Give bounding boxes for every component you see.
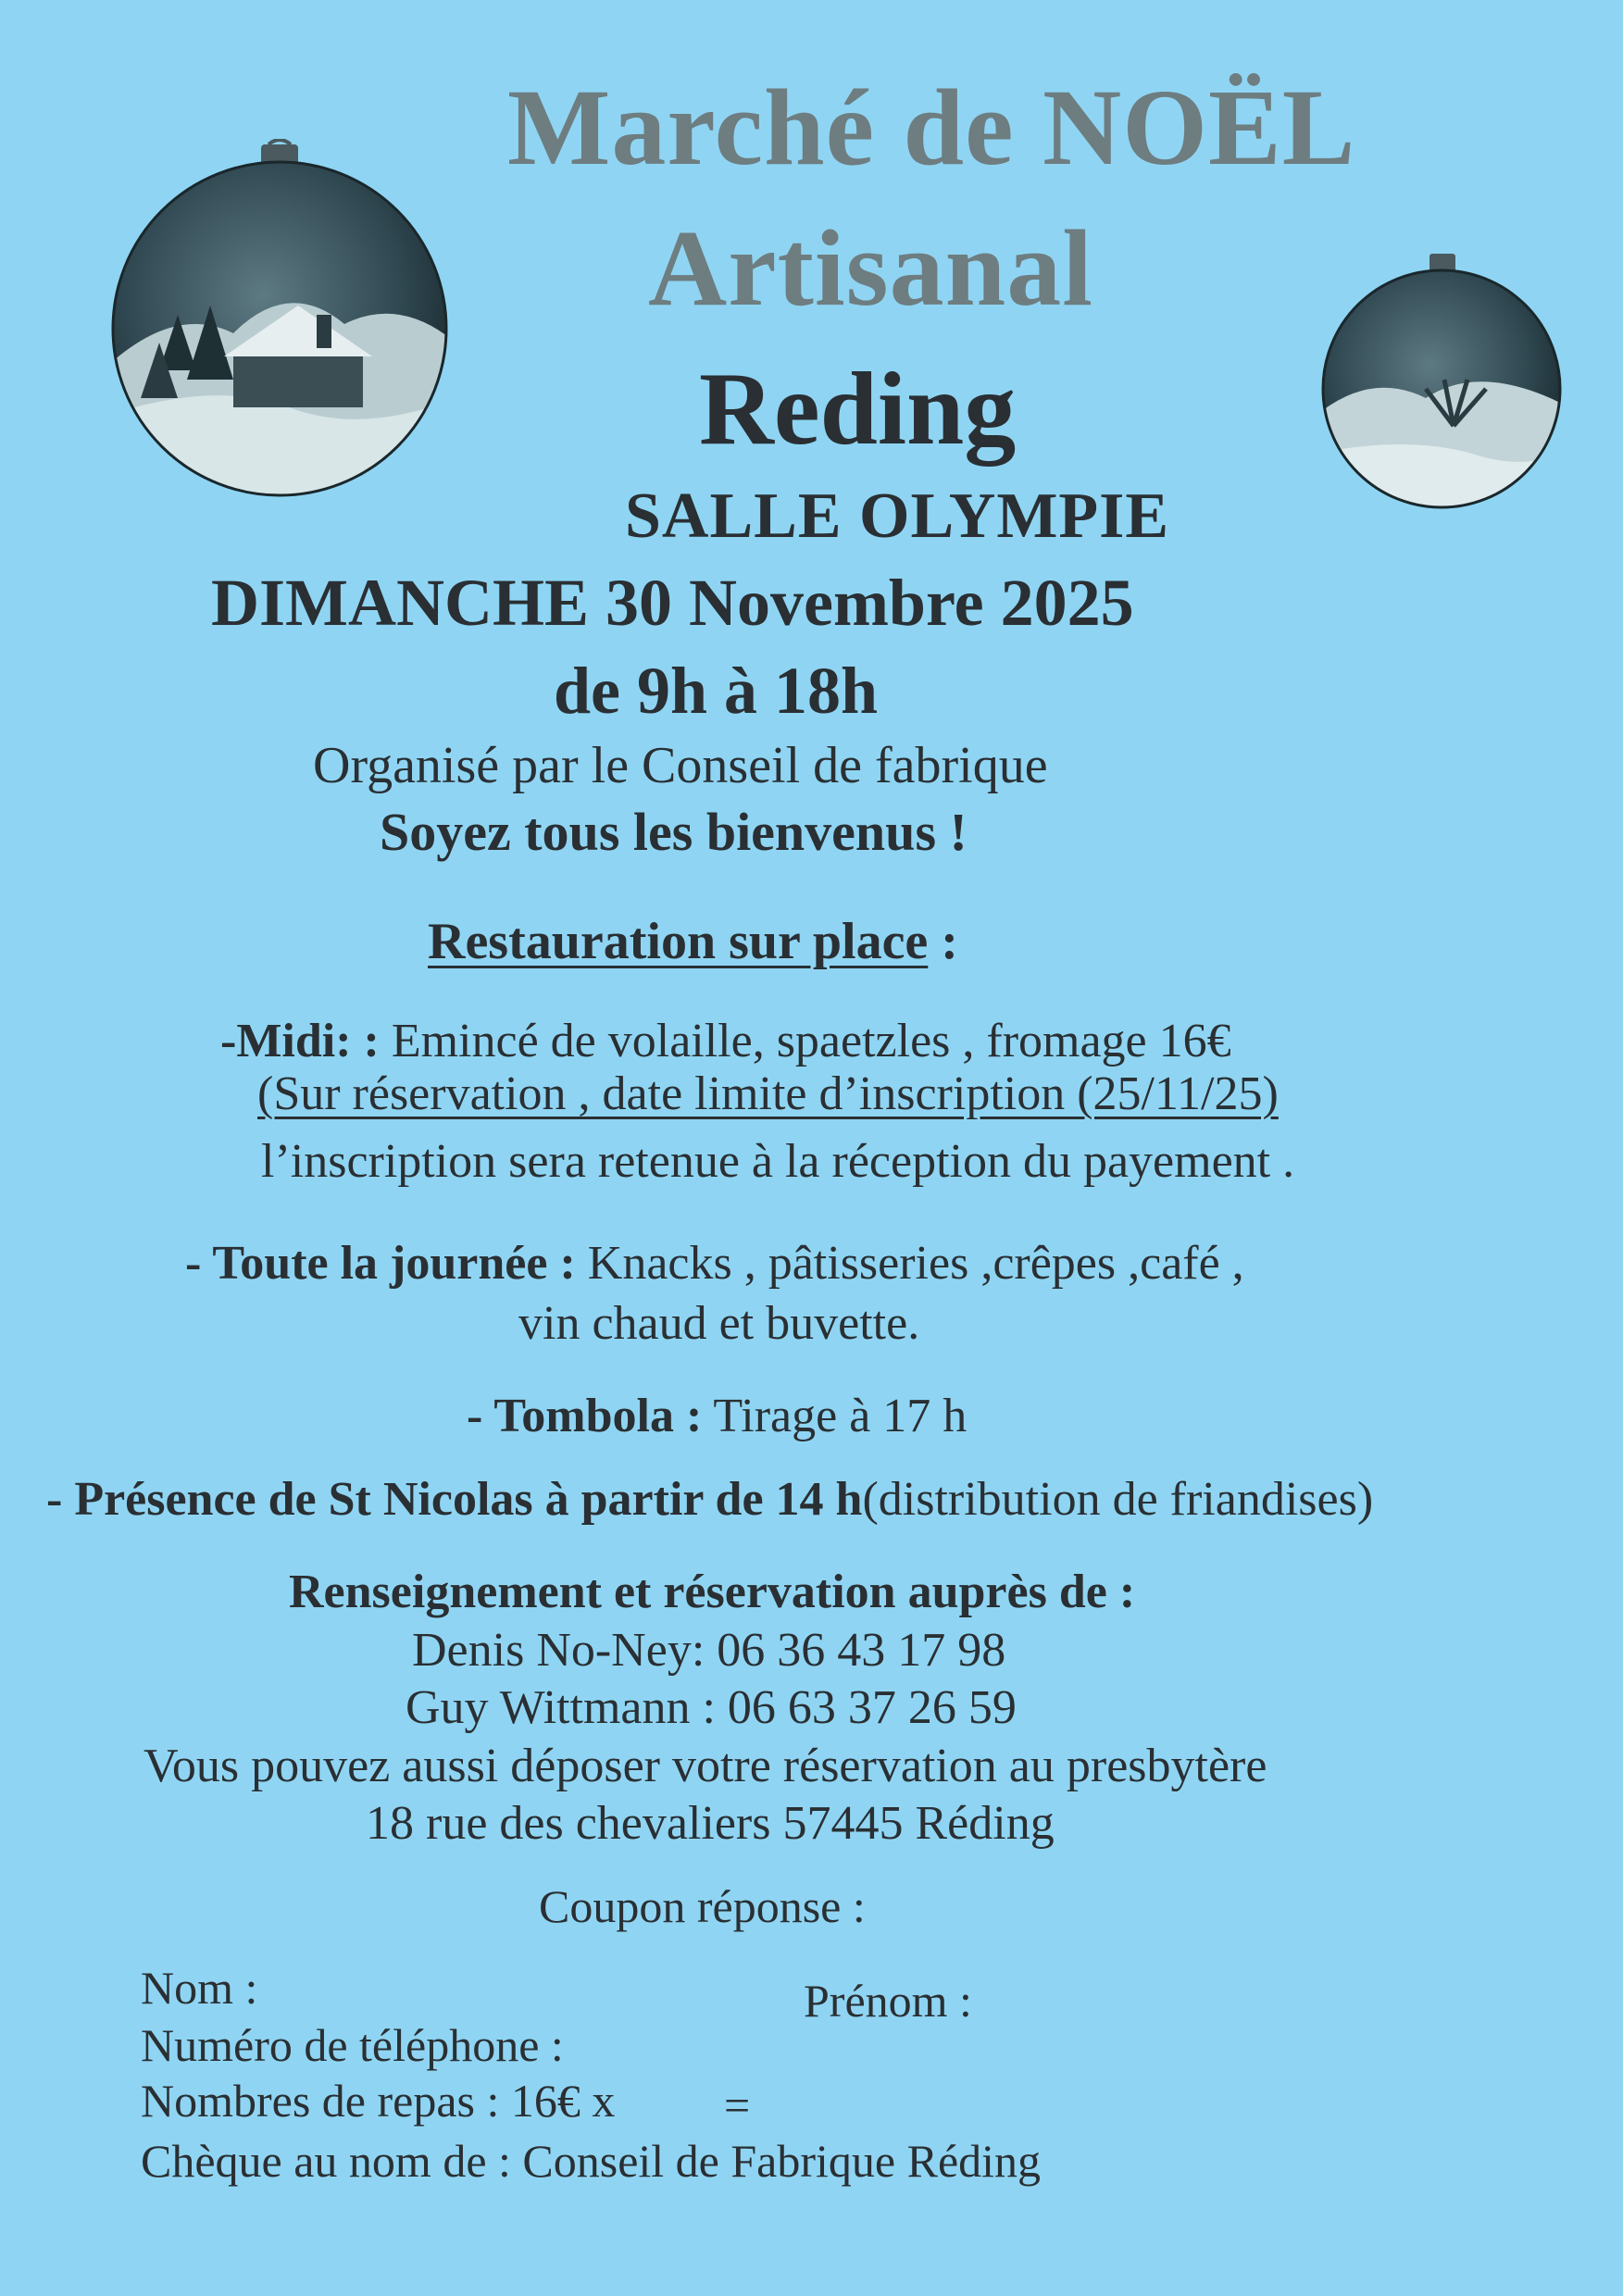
tombola-line	[467, 1389, 967, 1443]
organizer-text: Organisé par le Conseil de fabrique	[313, 737, 1048, 794]
restauration-heading-suffix: :	[928, 913, 958, 970]
welcome-text: Soyez tous les bienvenus !	[380, 802, 968, 862]
coupon-heading: Coupon réponse :	[539, 1880, 866, 1932]
midi-note: l’inscription sera retenue à la réception du payement .	[261, 1135, 1295, 1188]
restauration-heading	[428, 912, 958, 971]
journee-text: Knacks , pâtisseries ,crêpes ,café ,	[575, 1237, 1244, 1290]
coupon-cheque-label: Chèque au nom de : Conseil de Fabrique Réding	[141, 2135, 1042, 2187]
contact-heading: Renseignement et réservation auprès de :	[289, 1566, 1136, 1618]
title-line-1: Marché de NOËL	[507, 67, 1356, 188]
contact-person-1: Denis No-Ney: 06 36 43 17 98	[412, 1624, 1006, 1677]
midi-label: -Midi: :	[220, 1015, 380, 1067]
title-line-2: Artisanal	[648, 207, 1093, 329]
journee-text-2: vin chaud et buvette.	[518, 1297, 920, 1350]
nicolas-label: - Présence de St Nicolas à partir de 14 h	[46, 1473, 863, 1526]
journee-line	[185, 1236, 1244, 1291]
midi-reservation: (Sur réservation , date limite d’inscription (25/11/25)	[257, 1067, 1279, 1120]
coupon-nom-label: Nom :	[141, 1962, 258, 2014]
coupon-repas-label: Nombres de repas : 16€ x	[141, 2075, 616, 2127]
restauration-heading-text: Restauration sur place	[428, 913, 929, 970]
coupon-telephone-label: Numéro de téléphone :	[141, 2019, 564, 2071]
presbytere-text: Vous pouvez aussi déposer votre réservation au presbytère	[144, 1740, 1267, 1792]
tombola-label: - Tombola :	[467, 1390, 703, 1442]
journee-label: - Toute la journée :	[185, 1237, 576, 1290]
midi-text: Emincé de volaille, spaetzles , fromage 16€	[379, 1015, 1231, 1067]
nicolas-line	[46, 1472, 1373, 1527]
event-hours: de 9h à 18h	[554, 654, 879, 728]
event-date: DIMANCHE 30 Novembre 2025	[211, 566, 1134, 640]
nicolas-text: (distribution de friandises)	[862, 1473, 1374, 1526]
coupon-prenom-label: Prénom :	[804, 1975, 972, 2027]
town-name: Reding	[699, 352, 1017, 467]
tombola-text: Tirage à 17 h	[702, 1390, 968, 1442]
ornament-bauble-right-icon	[1315, 250, 1569, 509]
ornament-bauble-left-icon	[104, 139, 456, 500]
contact-person-2: Guy Wittmann : 06 63 37 26 59	[406, 1681, 1017, 1734]
address-text: 18 rue des chevaliers 57445 Réding	[366, 1797, 1055, 1850]
venue-name: SALLE OLYMPIE	[625, 480, 1170, 552]
coupon-equals: =	[724, 2079, 751, 2131]
midi-line	[220, 1014, 1231, 1068]
